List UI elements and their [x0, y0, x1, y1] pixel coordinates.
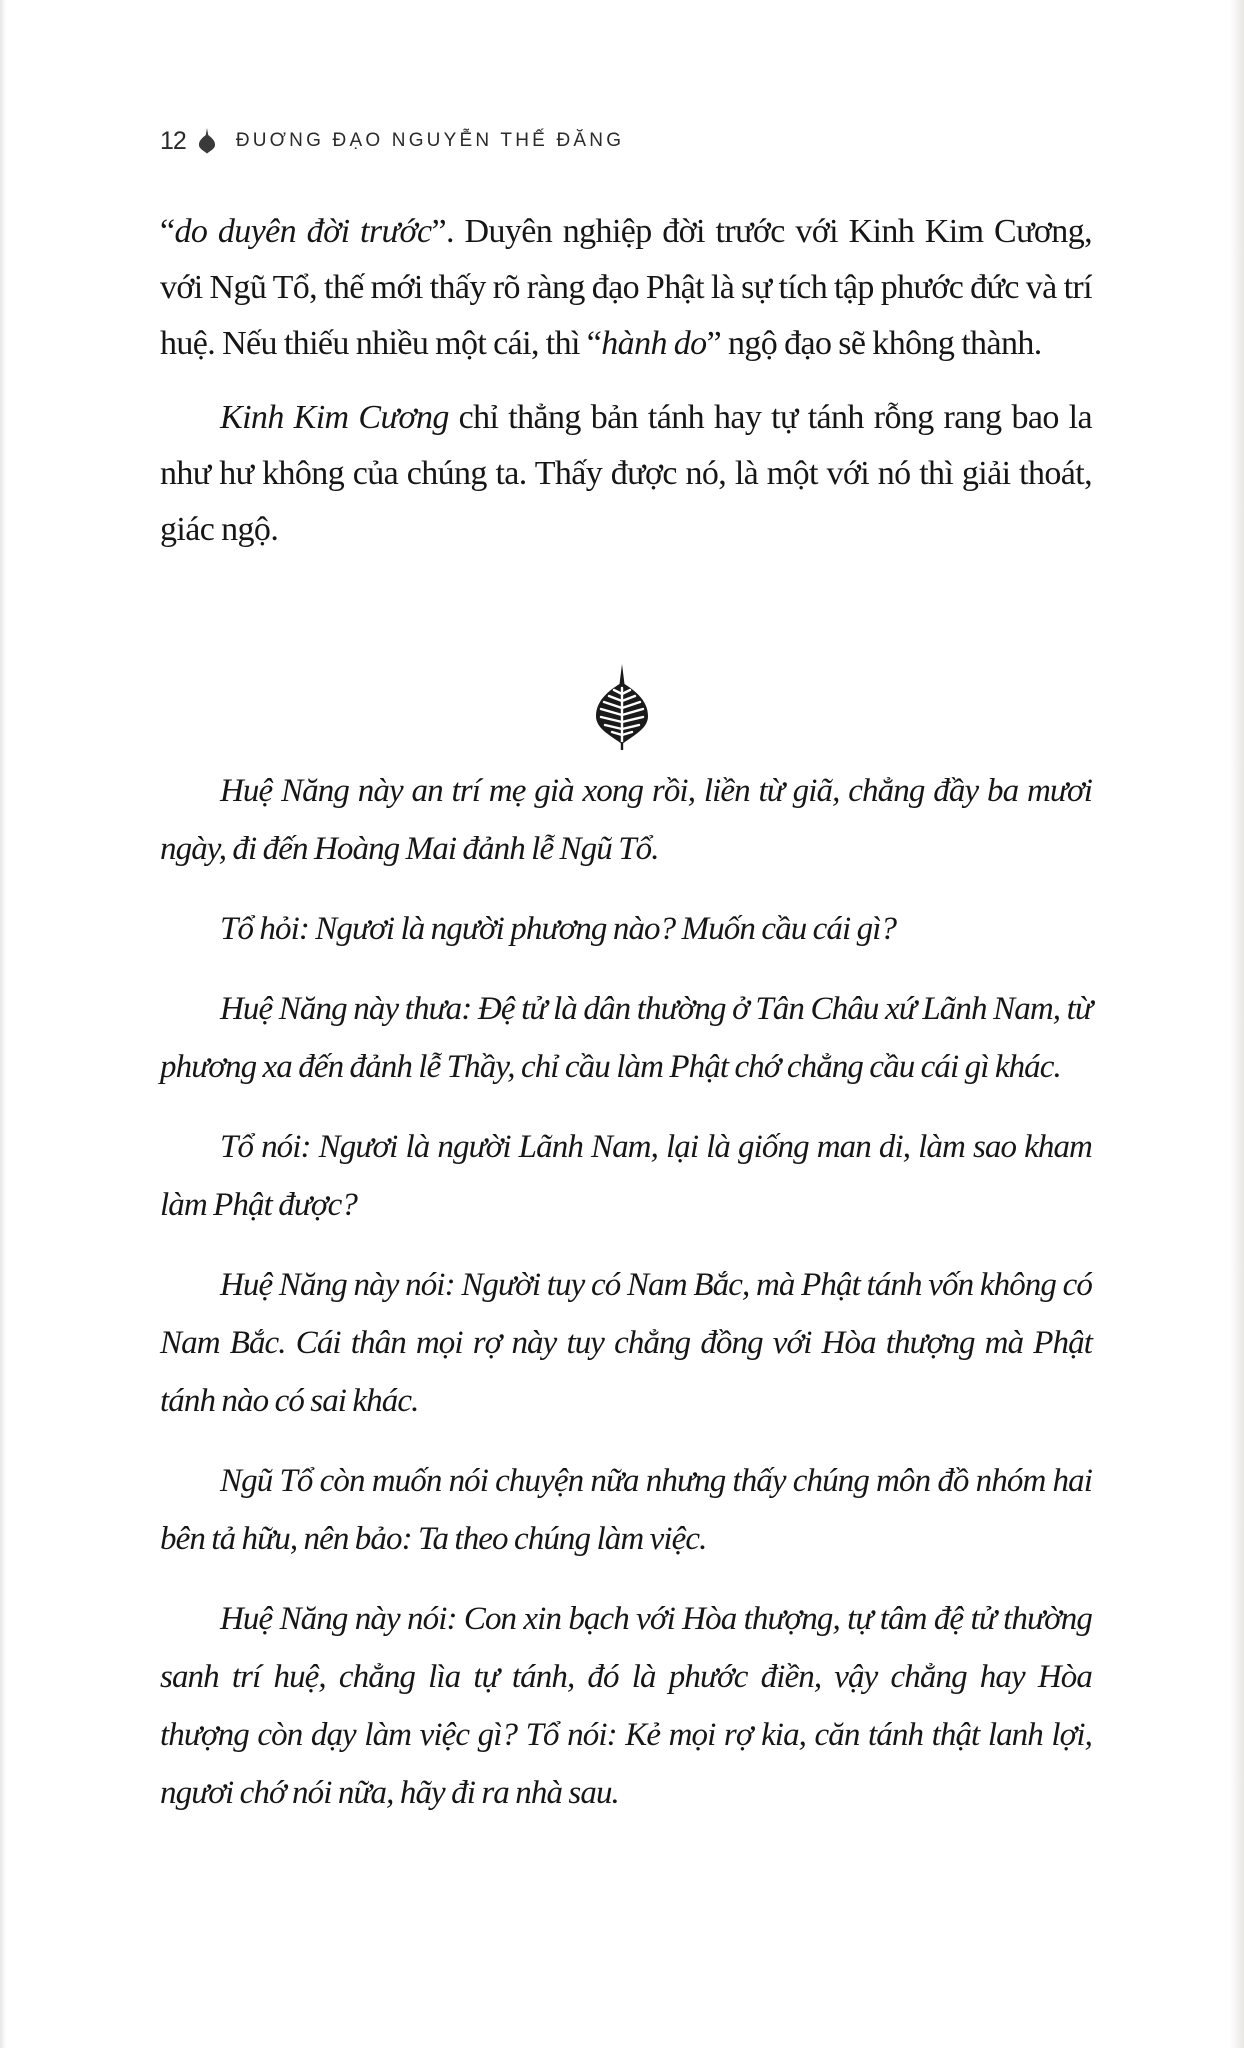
page-edge-shadow [1230, 0, 1244, 2048]
running-head-title: ĐUƠNG ĐẠO NGUYỄN THẾ ĐĂNG [235, 130, 625, 151]
sutra-paragraph: Huệ Năng này thưa: Đệ tử là dân thường ở Tân Châu xứ Lãnh Nam, từ phương xa đến đảnh lễ Thầy, chỉ cầu làm Phật chớ chẳng cầu cái gì khác. [160, 991, 1092, 1085]
book-title: Kinh Kim Cương [220, 399, 449, 436]
sutra-paragraph: Tổ hỏi: Ngươi là người phương nào? Muốn cầu cái gì? [220, 911, 897, 947]
italic-phrase: hành do [601, 325, 707, 362]
page-gutter-shadow [0, 0, 6, 2048]
bodhi-leaf-icon [198, 128, 216, 154]
commentary-paragraph-2: Kinh Kim Cương chỉ thẳng bản tánh hay tự tánh rỗng rang bao la như hư không của chúng ta. Thấy được nó, là một với nó thì giải thoát, giác ngộ. [160, 399, 1092, 548]
running-head [160, 124, 624, 158]
page-number: 12 [160, 126, 186, 155]
sutra-paragraph: Ngũ Tổ còn muốn nói chuyện nữa nhưng thấy chúng môn đồ nhóm hai bên tả hữu, nên bảo: Ta theo chúng làm việc. [160, 1463, 1092, 1557]
sutra-paragraph: Huệ Năng này nói: Con xin bạch với Hòa thượng, tự tâm đệ tử thường sanh trí huệ, chẳng lìa tự tánh, đó là phước điền, vậy chẳng hay Hòa thượng còn dạy làm việc gì? Tổ nói: Kẻ mọi rợ kia, căn tánh thật lanh lợi, ngươi chớ nói nữa, hãy đi ra nhà sau. [160, 1601, 1092, 1811]
sutra-paragraph: Tổ nói: Ngươi là người Lãnh Nam, lại là giống man di, làm sao kham làm Phật được? [160, 1129, 1092, 1223]
sutra-passage [160, 762, 1092, 1822]
bodhi-leaf-icon [592, 664, 652, 750]
sutra-paragraph: Huệ Năng này nói: Người tuy có Nam Bắc, mà Phật tánh vốn không có Nam Bắc. Cái thân mọi rợ này tuy chẳng đồng với Hòa thượng mà Phật tánh nào có sai khác. [160, 1267, 1092, 1419]
commentary-section [160, 204, 1092, 558]
sutra-paragraph: Huệ Năng này an trí mẹ già xong rồi, liền từ giã, chẳng đầy ba mươi ngày, đi đến Hoàng Mai đảnh lễ Ngũ Tổ. [160, 773, 1092, 867]
italic-phrase: do duyên đời trước [174, 213, 432, 250]
commentary-paragraph-1: “do duyên đời trước”. Duyên nghiệp đời trước với Kinh Kim Cương, với Ngũ Tổ, thế mới thấy rõ ràng đạo Phật là sự tích tập phước đức và trí huệ. Nếu thiếu nhiều một cái, thì “hành do” ngộ đạo sẽ không thành. [160, 213, 1092, 362]
